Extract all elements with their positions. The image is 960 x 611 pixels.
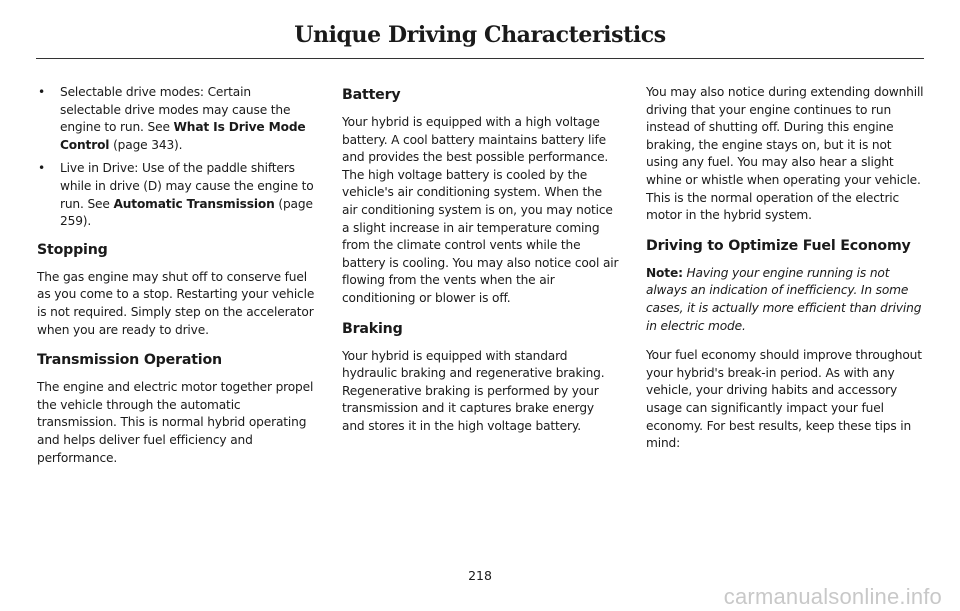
column-right [646, 84, 926, 465]
column-left [37, 84, 315, 479]
list-item [37, 84, 315, 154]
watermark: carmanualsonline.info [723, 584, 942, 609]
bullet-text: Selectable drive modes: Certain selectable drive modes may cause the engine to run. See [60, 85, 291, 135]
cross-reference-link[interactable]: What Is Drive Mode Control [60, 120, 306, 152]
page-number: 218 [468, 568, 492, 583]
paragraph-fuel-economy: Your fuel economy should improve throughout your hybrid's break-in period. As with any vehicle, your driving habits and accessory usage can significantly impact your fuel economy. For best results, keep these tips in mind: [646, 348, 922, 451]
section-heading-stopping: Stopping [37, 241, 108, 258]
section-heading-braking: Braking [342, 320, 403, 337]
section-heading-transmission: Transmission Operation [37, 352, 222, 369]
paragraph-transmission: The engine and electric motor together propel the vehicle through the automatic transmission. This is normal hybrid operating and helps deliver fuel efficiency and performance. [37, 380, 314, 465]
paragraph-battery: Your hybrid is equipped with a high voltage battery. A cool battery maintains battery life and provides the best possible performance. The high voltage battery is cooled by the vehicle's air conditioning system. When the air conditioning system is on, you may notice a slight increase in air temperature coming from the climate control vents while the battery is cooling. You may also notice cool air flowing from the vents when the air conditioning or blower is off. [342, 115, 619, 305]
bullet-icon: • [38, 85, 46, 99]
note-paragraph [646, 265, 926, 335]
note-text: Having your engine running is not always an indication of inefficiency. In some cases, it is actually more efficient than driving in electric mode. [646, 265, 922, 333]
page-title: Unique Driving Characteristics [294, 22, 666, 48]
bullet-page-ref: (page 343). [109, 137, 183, 152]
section-heading-battery: Battery [342, 87, 401, 103]
cross-reference-link[interactable]: Automatic Transmission [113, 196, 275, 211]
paragraph-engine-braking: You may also notice during extending downhill driving that your engine continues to run instead of shutting off. During this engine braking, the engine stays on, but it is not using any fuel. You may also hear a slight whine or whistle when operating your vehicle. This is the normal operation of the electric motor in the hybrid system. [646, 85, 924, 223]
header-divider [36, 58, 924, 59]
section-heading-fuel-economy: Driving to Optimize Fuel Economy [646, 237, 911, 254]
paragraph-braking: Your hybrid is equipped with standard hydraulic braking and regenerative braking. Regenerative braking is performed by your transmission and it captures brake energy and stores it in the high voltage battery. [342, 348, 605, 433]
list-item [37, 160, 315, 230]
bullet-text: Live in Drive: Use of the paddle shifters while in drive (D) may cause the engine to run. See [60, 161, 314, 211]
column-middle [342, 84, 620, 448]
note-label: Note: [646, 265, 683, 280]
bullet-icon: • [38, 161, 46, 176]
bullet-list [37, 84, 315, 231]
paragraph-stopping: The gas engine may shut off to conserve fuel as you come to a stop. Restarting your vehicle is not required. Simply step on the accelerator when you are ready to drive. [37, 269, 315, 337]
bullet-page-ref: (page 259). [60, 196, 313, 229]
